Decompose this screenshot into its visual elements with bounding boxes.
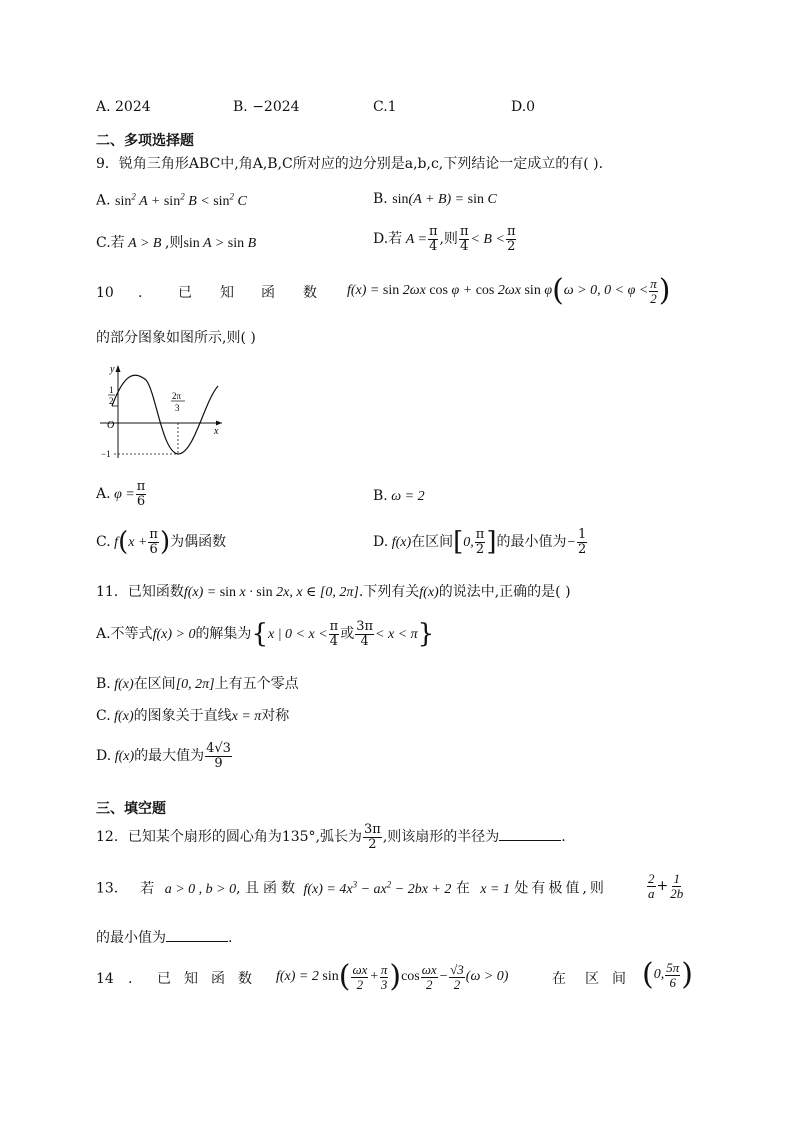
q14-word-6: 区 xyxy=(585,971,599,987)
q10-option-c: C. f(x + $\frac{\pi}{6}$ )为偶函数 xyxy=(96,527,227,558)
q10-word-1: 已 xyxy=(178,285,192,301)
q14-word-1: 已 xyxy=(157,971,171,987)
q10-option-b: B. ω = 2 xyxy=(373,488,425,504)
q14-number: 14 xyxy=(96,971,114,987)
q9-stem: 9．锐角三角形ABC中,角A,B,C所对应的边分别是a,b,c,下列结论一定成立的有( ). xyxy=(96,156,604,172)
graph-neg-one: −1 xyxy=(101,449,111,459)
q14-interval: (0, $\frac{5\pi}{6}$ ) xyxy=(642,957,693,992)
q8-option-b: B. −2024 xyxy=(233,99,300,115)
q9-option-c: C.若 A > B ,则sin A > sin B xyxy=(96,235,257,251)
graph-tick-den: 3 xyxy=(175,403,180,413)
q10-word-2: 知 xyxy=(220,285,234,301)
graph-x-label: x xyxy=(214,426,219,437)
q13-answer-blank[interactable] xyxy=(166,929,228,942)
q14-word-7: 间 xyxy=(612,971,626,987)
q14-word-3: 函 xyxy=(211,971,225,987)
q14-function-formula: f(x) = 2 sin( $\frac{\omega x}{2}$ + $\frac{\pi}{3}$ )cos $\frac{\omega x}{2}$ − $\frac{√3}{2}$ (ω > 0) xyxy=(276,959,509,994)
q11-option-c: C. f(x)的图象关于直线x = π对称 xyxy=(96,708,290,724)
q10-word-3: 函 xyxy=(261,285,275,301)
graph-y-label: y xyxy=(110,364,115,375)
q10-option-a: A. φ = $\frac{\pi}{6}$ xyxy=(96,479,146,509)
q14-dot: . xyxy=(128,971,133,987)
graph-origin-label: O xyxy=(107,420,115,431)
q10-function-formula: f(x) = sin 2ωx cos φ + cos 2ωx sin φ(ω > 0, 0 < φ < $\frac{\pi}{2}$ ) xyxy=(347,273,671,308)
q10-number: 10 xyxy=(96,285,114,301)
q9-option-b: B. sin(A + B) = sin C xyxy=(373,191,497,207)
q8-option-d: D.0 xyxy=(511,99,536,115)
q14-word-2: 知 xyxy=(184,971,198,987)
q10-word-4: 数 xyxy=(303,285,317,301)
graph-tick-num: 2π xyxy=(172,391,182,401)
section-fill-in: 三、填空题 xyxy=(96,801,166,817)
q11-stem: 11．已知函数f(x) = sin x · sin 2x, x ∈ [0, 2π].下列有关f(x)的说法中,正确的是( ) xyxy=(96,584,571,600)
q13-expression: $\frac{2}{a}$ + $\frac{1}{2b}$ xyxy=(648,871,684,901)
q11-option-a: A.不等式f(x) > 0的解集为{x | 0 < x < $\frac{\pi}{4}$ 或 $\frac{3\pi}{4}$ < x < π} xyxy=(96,619,435,650)
section-multiple-choice: 二、多项选择题 xyxy=(96,133,194,149)
q12-answer-blank[interactable] xyxy=(499,828,561,841)
q8-option-a: A. 2024 xyxy=(96,99,151,115)
q9-option-d: D.若 A = $\frac{\pi}{4}$ ,则 $\frac{\pi}{4}$ < B < $\frac{\pi}{2}$ xyxy=(373,224,516,254)
q11-option-b: B. f(x)在区间[0, 2π]上有五个零点 xyxy=(96,676,299,692)
graph-half-num: 1 xyxy=(109,385,114,395)
q13-line2: 的最小值为 . xyxy=(96,930,233,946)
q10-graph xyxy=(98,362,228,462)
q12-text: 12．已知某个扇形的圆心角为135°,弧长为 $\frac{3\pi}{2}$ ,则该扇形的半径为 . xyxy=(96,822,566,852)
q9-option-a: A. $\sin^2 A + \sin^2 B < \sin^2 C$ xyxy=(96,191,247,209)
q8-option-c: C.1 xyxy=(373,99,397,115)
q10-dot: . xyxy=(138,285,143,301)
q11-option-d: D. f(x)的最大值为 $\frac{4√3}{9}$ xyxy=(96,741,231,771)
q10-line2: 的部分图象如图所示,则( ) xyxy=(96,330,256,346)
q14-word-4: 数 xyxy=(238,971,252,987)
graph-half-den: 2 xyxy=(109,396,114,406)
q10-option-d: D. f(x)在区间[0, $\frac{\pi}{2}$ ]的最小值为− $\frac{1}{2}$ xyxy=(373,527,587,558)
q14-word-5: 在 xyxy=(552,971,566,987)
q13-line1: 13． 若 a > 0 , b > 0, 且函数 $f(x) = 4x^3 - ax^2 - 2bx + 2$ 在 x = 1 处有极值,则 xyxy=(96,879,607,897)
